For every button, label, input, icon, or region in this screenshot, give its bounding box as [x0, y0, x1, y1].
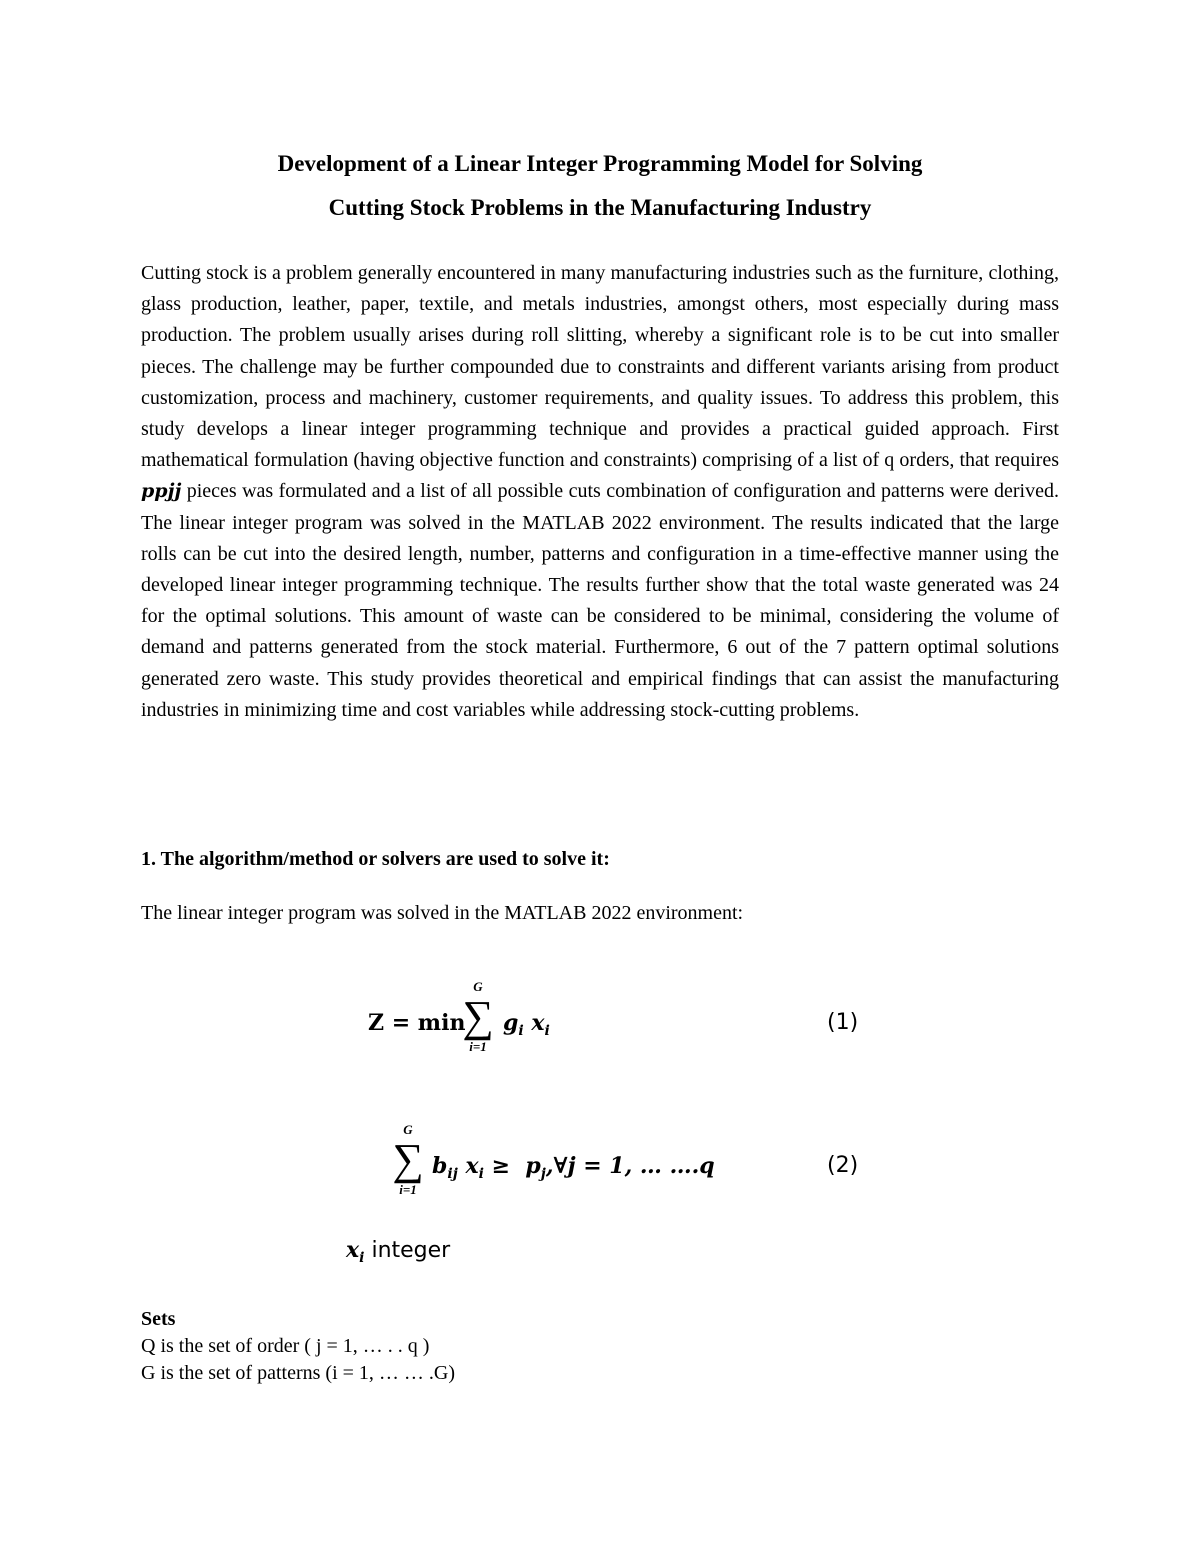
eq1-lower-limit: i=1 [469, 1039, 487, 1054]
eq2-p-sub: j [540, 1166, 546, 1182]
sets-section [141, 1306, 455, 1387]
eq2-p: p [525, 1153, 541, 1179]
title-line-2: Cutting Stock Problems in the Manufacturing Industry [328, 195, 872, 220]
set-g: G is the set of patterns (i = 1, … … .G) [141, 1362, 456, 1384]
section-text: The linear integer program was solved in the MATLAB 2022 environment: [141, 902, 744, 924]
abstract-text-part-1: Cutting stock is a problem generally encountered in many manufacturing industries such as the furniture, clothing, glass production, leather, paper, textile, and metals industries, amongst others, most especially during mass production. The problem usually arises during roll slitting, whereby a significant role is to be cut into smaller pieces. The challenge may be further compounded due to constraints and different variants arising from product customization, process and machinery, customer requirements, and quality issues. To address this problem, this study develops a linear integer programming technique and provides a practical guided approach. First mathematical formulation (having objective function and constraints) comprising of a list of q orders, that requires [141, 262, 1059, 472]
eq2-number: (2) [827, 1153, 859, 1178]
sets-heading: Sets [141, 1308, 176, 1330]
eq2-x-sub: i [478, 1166, 484, 1182]
sigma-icon: ∑ [462, 992, 494, 1041]
eq1-x-sub: i [544, 1023, 550, 1039]
abstract-text-part-2: pieces was formulated and a list of all possible cuts combination of configuration and patterns were derived. The linear integer program was solved in the MATLAB 2022 environment. The results indicated that the large rolls can be cut into the desired length, number, patterns and configuration in a time-effective manner using the developed linear integer programming technique. The results further show that the total waste generated was 24 for the optimal solutions. This amount of waste can be considered to be minimal, considering the volume of demand and patterns generated from the stock material. Furthermore, 6 out of the 7 pattern optimal solutions generated zero waste. This study provides theoretical and empirical findings that can assist the manufacturing industries in minimizing time and cost variables while addressing stock-cutting problems. [141, 480, 1059, 721]
eq1-g-sub: i [518, 1023, 524, 1039]
integrality-word: integer [371, 1238, 451, 1263]
abstract-variable: ppjj [141, 480, 182, 503]
eq1-summation [456, 980, 500, 1054]
eq2-b: b [432, 1153, 448, 1179]
eq2-summation [386, 1123, 430, 1197]
eq2-b-sub: ij [447, 1166, 458, 1182]
eq1-upper-limit: G [473, 979, 483, 994]
set-q: Q is the set of order ( j = 1, … . . q ) [141, 1335, 430, 1357]
eq2-lower-limit: i=1 [399, 1182, 417, 1197]
eq1-lhs: Z = min [368, 1010, 466, 1036]
eq1-summand [503, 1010, 550, 1039]
title-line-1: Development of a Linear Integer Programming Model for Solving [277, 151, 923, 176]
eq2-relation: ≥ [491, 1153, 511, 1179]
integrality-constraint [346, 1237, 450, 1266]
eq1-g: g [503, 1010, 519, 1036]
eq2-upper-limit: G [403, 1122, 413, 1137]
integrality-x: x [346, 1237, 360, 1263]
eq2-x: x [465, 1153, 479, 1179]
paper-title [140, 142, 1060, 230]
eq2-body [432, 1153, 715, 1182]
eq1-number: (1) [827, 1010, 859, 1035]
eq2-tail: ,∀j = 1, … ….q [545, 1153, 715, 1179]
sigma-icon: ∑ [392, 1135, 424, 1184]
integrality-sub: i [359, 1250, 365, 1266]
section-heading: 1. The algorithm/method or solvers are used to solve it: [141, 848, 610, 870]
eq1-x: x [531, 1010, 545, 1036]
abstract-paragraph [141, 258, 1059, 726]
